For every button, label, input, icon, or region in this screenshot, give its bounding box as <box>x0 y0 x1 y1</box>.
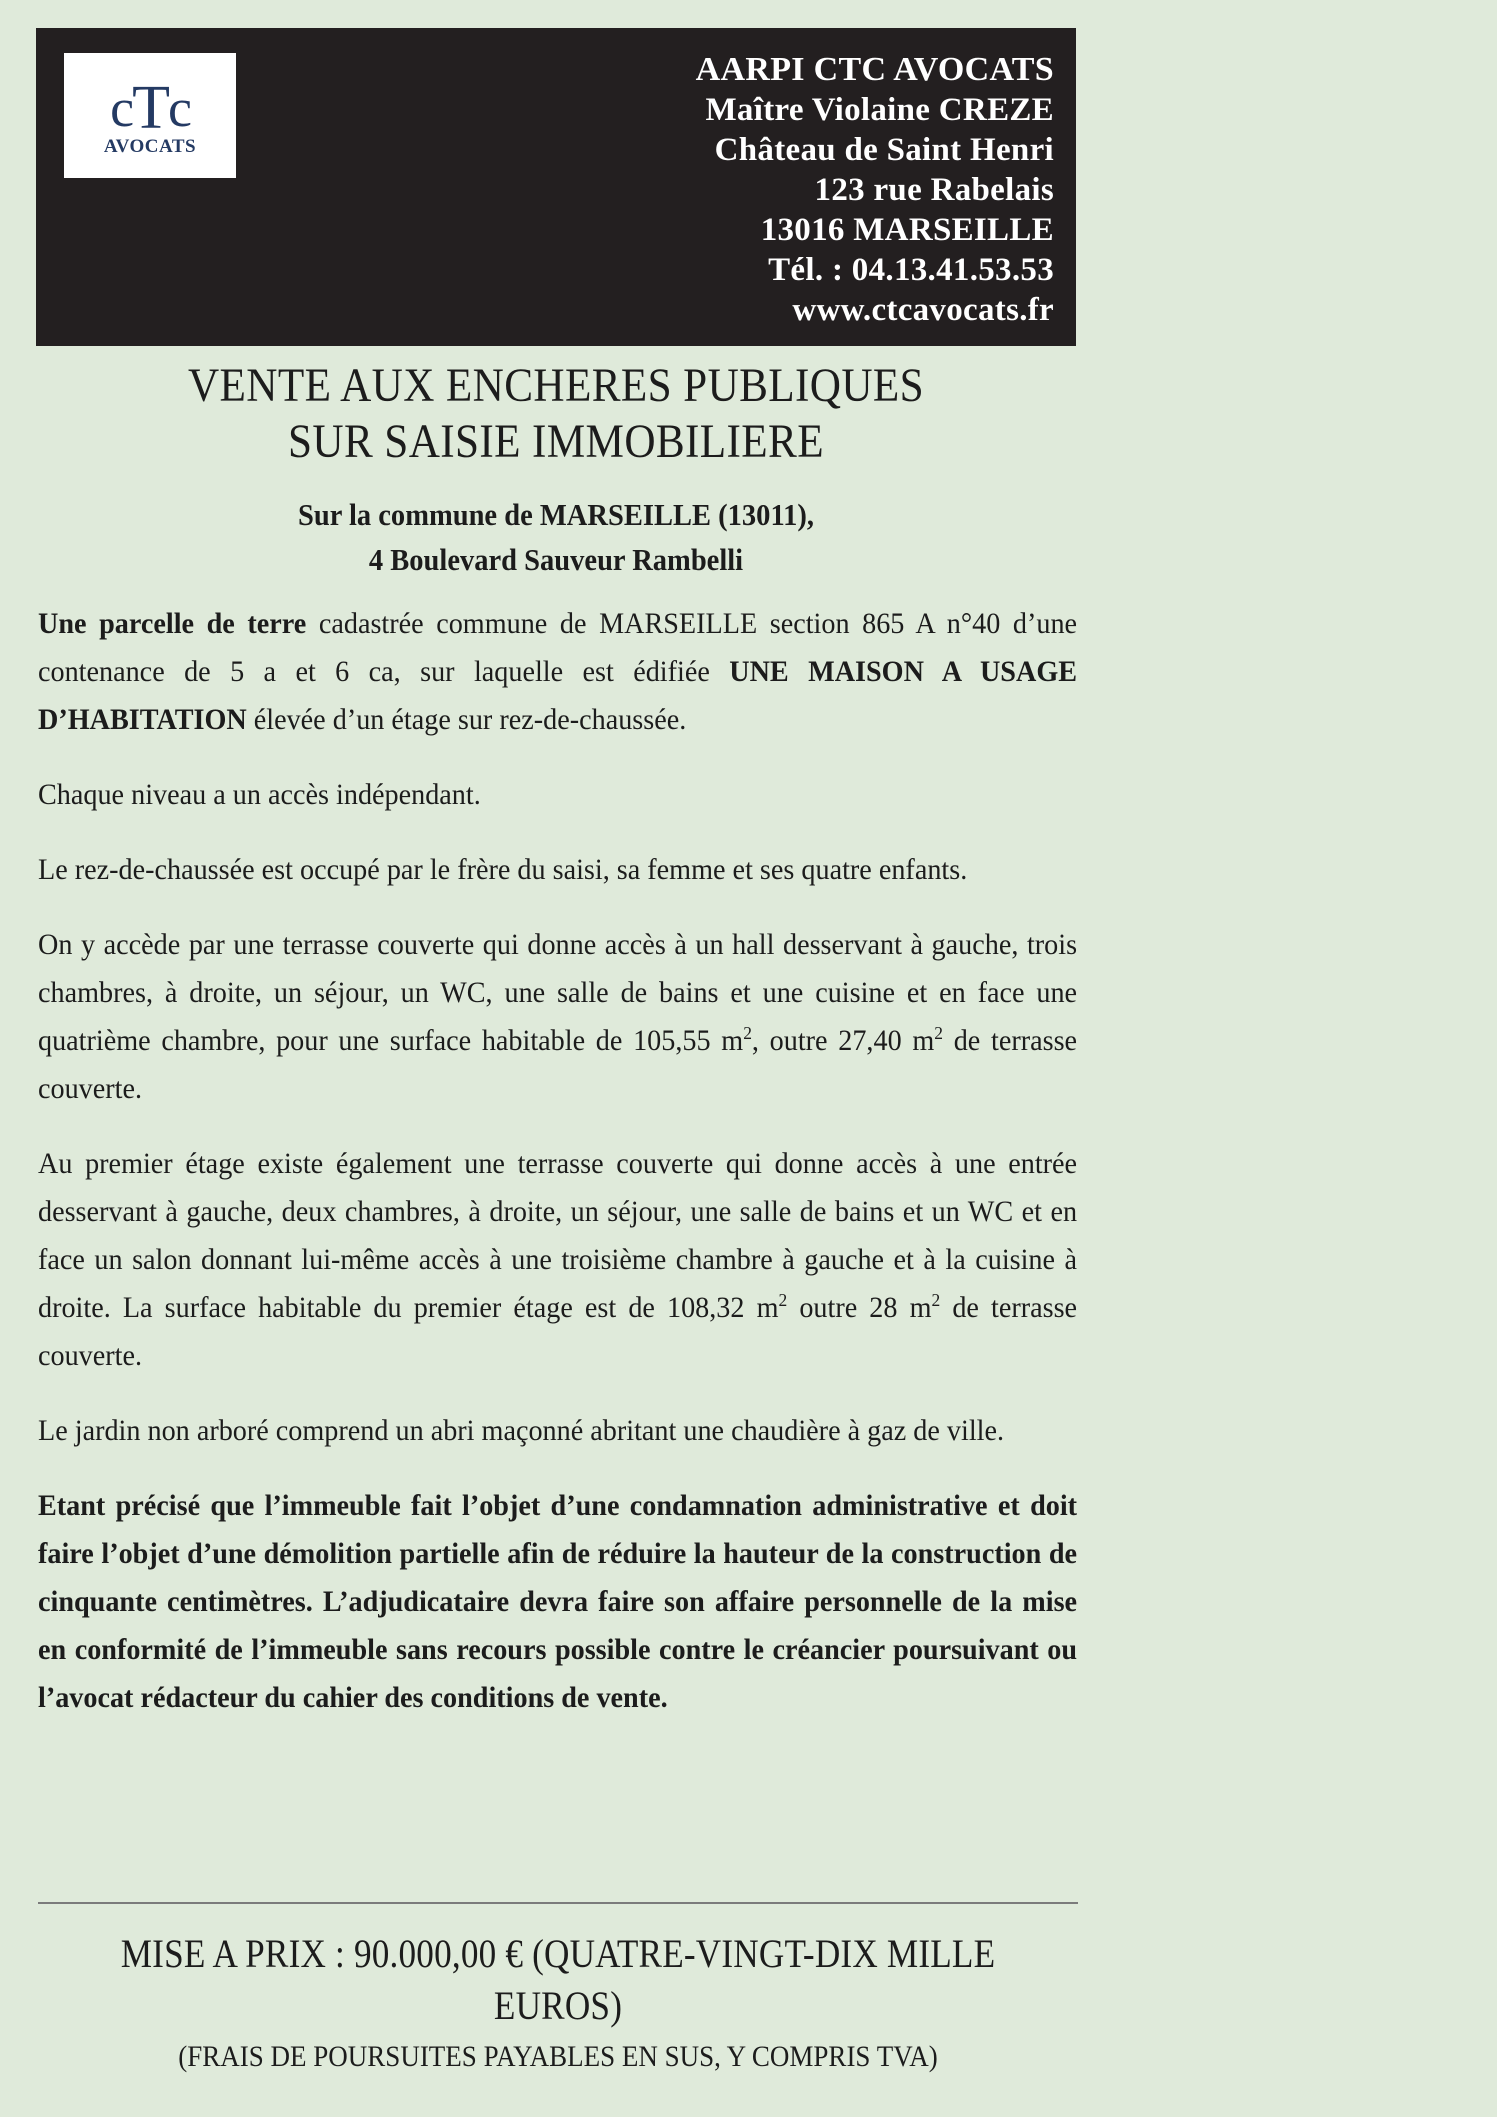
paragraph-garden: Le jardin non arboré comprend un abri maçonné abritant une chaudière à gaz de ville. <box>38 1415 1005 1447</box>
firm-lawyer-name: Maître Violaine CREZE <box>705 92 1054 128</box>
logo-monogram <box>110 73 190 142</box>
first-floor-sup-2: 2 <box>931 1290 941 1311</box>
paragraph-legal-notice: Etant précisé que l’immeuble fait l’objet d’une condamnation administrative et doit faire l’objet d’une démolition partielle afin de réduire la hauteur de la construction de cinquante centimètres. L’adjudicataire devra faire son affaire personnelle de la mise en conformité de l’immeuble sans recours possible contre le créancier poursuivant ou l’avocat rédacteur du cahier des conditions de vente. <box>38 1490 1078 1714</box>
page-title-line2: SUR SAISIE IMMOBILIERE <box>288 415 824 468</box>
firm-address-city: 13016 MARSEILLE <box>760 212 1054 248</box>
first-floor-text-b: outre 28 m <box>787 1292 932 1324</box>
logo-letter-t: T <box>132 73 168 142</box>
parcel-text-2: élevée d’un étage sur rez-de-chaussée. <box>246 704 687 736</box>
ground-floor-text-c: de terrasse couverte. <box>38 1025 1078 1105</box>
paragraph-independent-access: Chaque niveau a un accès indépendant. <box>38 779 481 811</box>
page-subtitle-line1: Sur la commune de MARSEILLE (13011), <box>297 497 815 532</box>
paragraph-parcel <box>38 600 1077 744</box>
paragraph-first-floor-layout <box>38 1140 1077 1380</box>
firm-address-line2: 123 rue Rabelais <box>814 172 1054 208</box>
starting-price-block <box>0 1928 1116 2078</box>
footer-divider <box>38 1902 1078 1904</box>
firm-name: AARPI CTC AVOCATS <box>695 51 1054 88</box>
firm-address-line1: Château de Saint Henri <box>714 132 1054 168</box>
firm-phone: Tél. : 04.13.41.53.53 <box>768 252 1054 288</box>
document-heading <box>0 358 1112 582</box>
parcel-text-1: cadastrée commune de MARSEILLE section 865 A n°40 d’une contenance de 5 a et 6 ca, sur laquelle est édifiée <box>38 608 1078 688</box>
paragraph-ground-floor-occupancy: Le rez-de-chaussée est occupé par le frère du saisi, sa femme et ses quatre enfants. <box>38 854 968 886</box>
ground-floor-sup-2: 2 <box>934 1023 944 1044</box>
first-floor-text-a: Au premier étage existe également une terrasse couverte qui donne accès à une entrée desservant à gauche, deux chambres, à droite, un séjour, une salle de bains et un WC et en face un salon donnant lui-même accès à une troisième chambre à gauche et à la cuisine à droite. La surface habitable du premier étage est de 108,32 m <box>38 1148 1078 1324</box>
firm-contact-block <box>696 50 1054 330</box>
ground-floor-text-b: , outre 27,40 m <box>751 1025 935 1057</box>
logo-letter-c-left: c <box>110 77 133 138</box>
property-description <box>38 600 1078 1722</box>
first-floor-text-c: de terrasse couverte. <box>38 1292 1078 1372</box>
starting-price: MISE A PRIX : 90.000,00 € (QUATRE-VINGT-DIX MILLE EUROS) <box>120 1931 996 2028</box>
logo-letter-c-right: c <box>167 77 190 138</box>
logo-subtitle: AVOCATS <box>103 136 197 158</box>
ctc-avocats-logo <box>64 53 236 178</box>
starting-price-note: (FRAIS DE POURSUITES PAYABLES EN SUS, Y COMPRIS TVA) <box>178 2040 938 2073</box>
paragraph-ground-floor-layout <box>38 921 1077 1113</box>
letterhead-band <box>36 28 1076 346</box>
ground-floor-sup-1: 2 <box>743 1023 752 1044</box>
ground-floor-text-a: On y accède par une terrasse couverte qui donne accès à un hall desservant à gauche, trois chambres, à droite, un séjour, un WC, une salle de bains et une cuisine et en face une quatrième chambre, pour une surface habitable de 105,55 m <box>38 929 1078 1057</box>
first-floor-sup-1: 2 <box>778 1290 788 1311</box>
parcel-lead-bold: Une parcelle de terre <box>38 608 307 640</box>
page-subtitle-line2: 4 Boulevard Sauveur Rambelli <box>368 542 744 577</box>
firm-website: www.ctcavocats.fr <box>792 292 1054 328</box>
page-title-line1: VENTE AUX ENCHERES PUBLIQUES <box>187 359 925 412</box>
house-usage-bold: UNE MAISON A USAGE D’HABITATION <box>38 656 1078 736</box>
